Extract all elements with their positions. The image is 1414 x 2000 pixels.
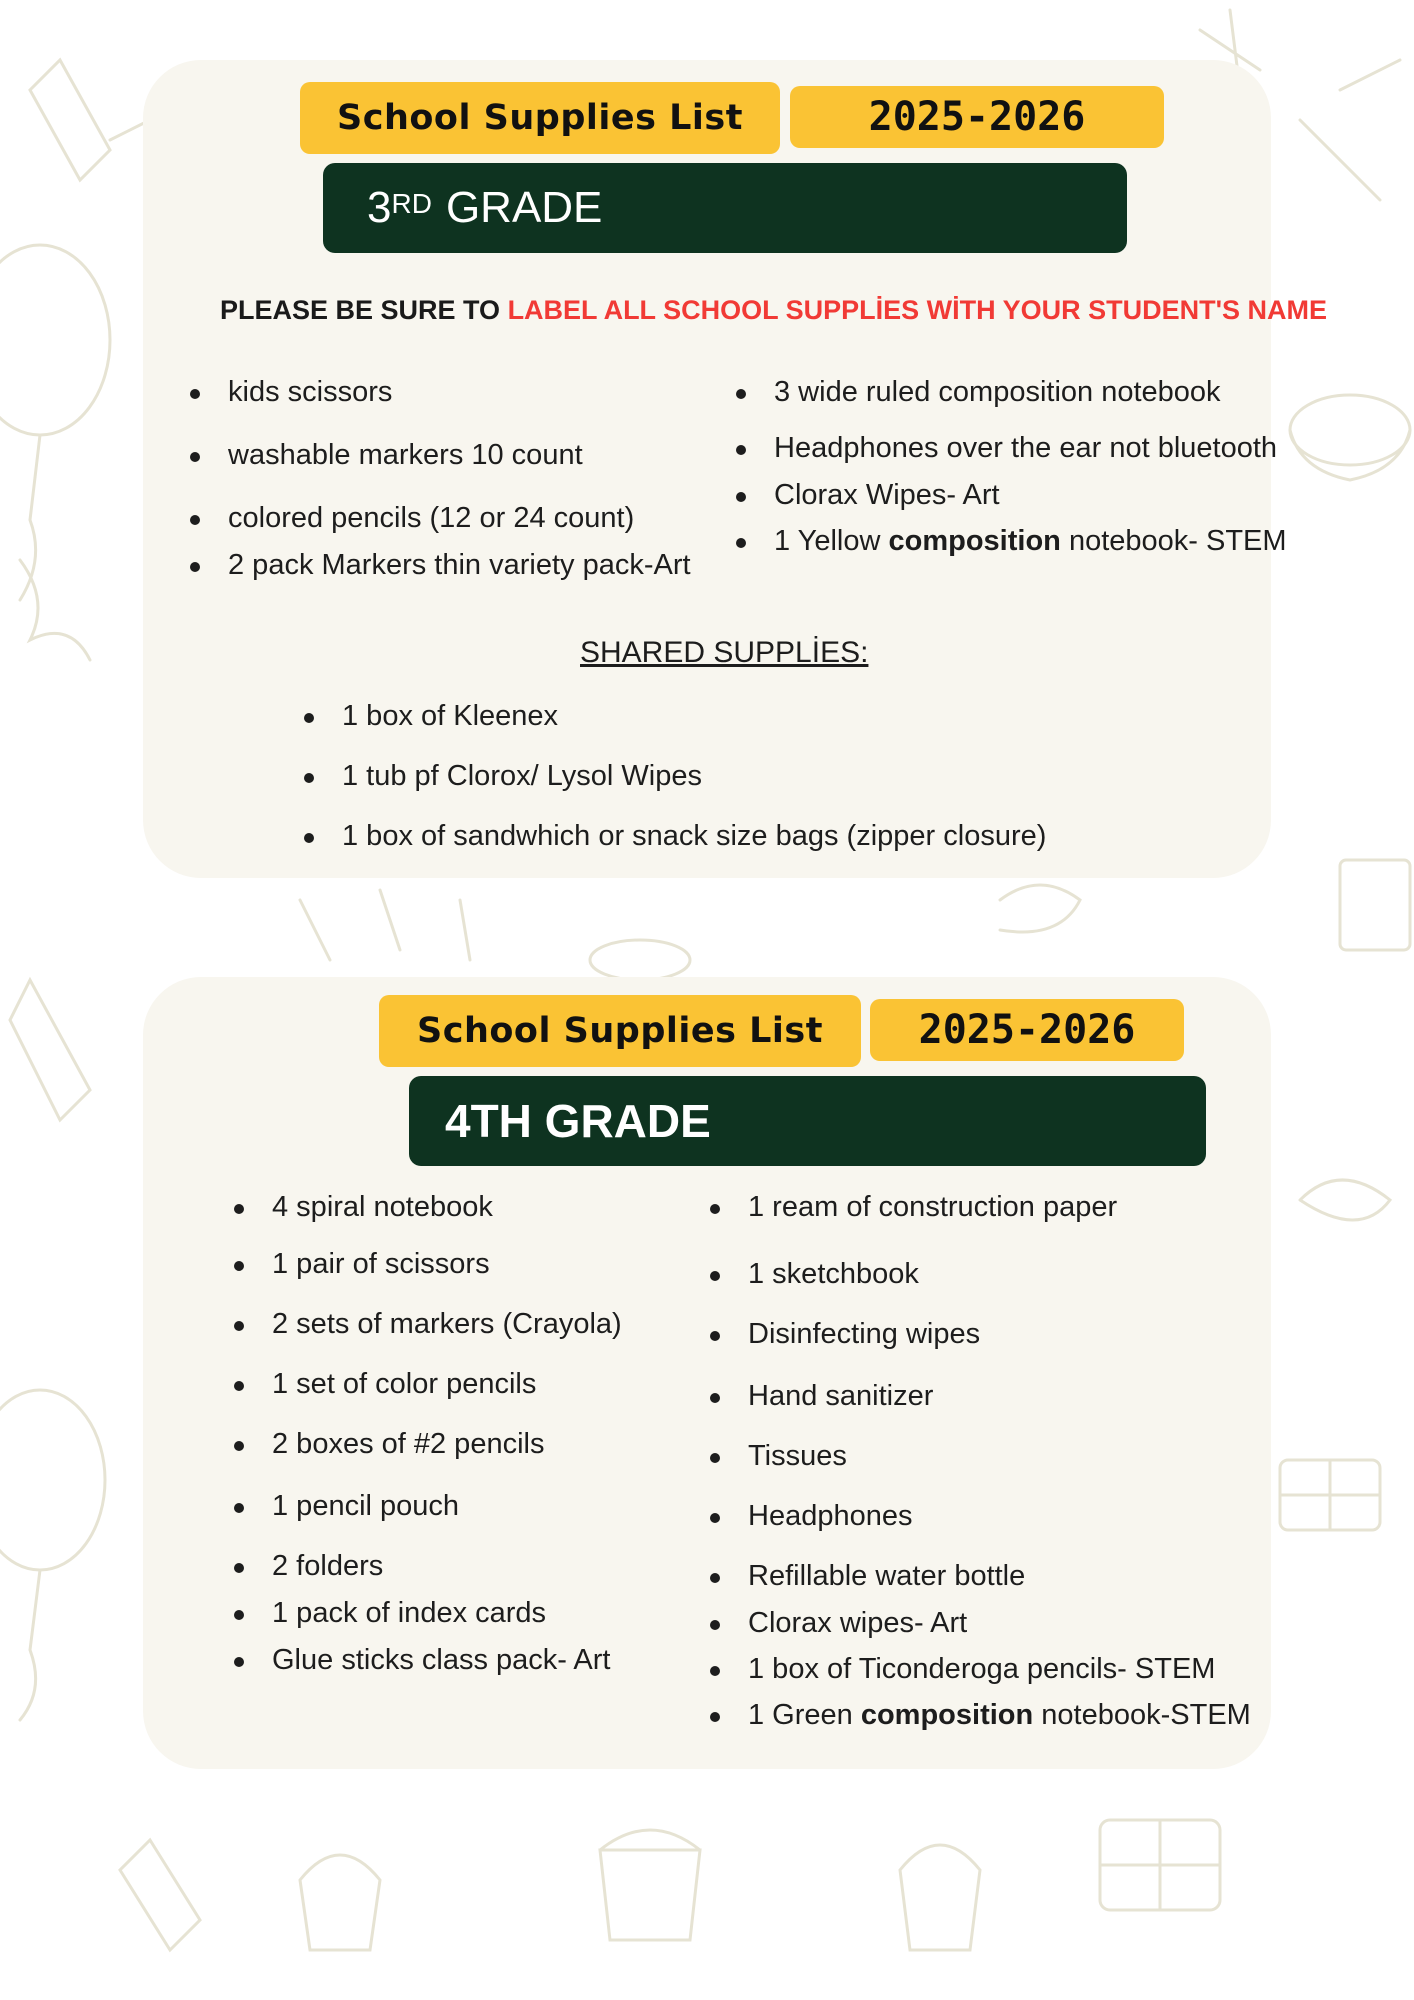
list-item: 1 pencil pouch [234,1490,459,1523]
list-item: kids scissors [190,376,392,409]
grade4-list-title: School Supplies List [379,995,861,1067]
list-item: Clorax wipes- Art [710,1607,967,1640]
list-item: 1 Green composition notebook-STEM [710,1699,1251,1732]
list-item: 1 box of sandwhich or snack size bags (zipper closure) [304,820,1046,853]
grade3-grade-suffix: RD [391,188,432,219]
shared-supplies-title: SHARED SUPPLİES: [580,636,869,669]
list-item: 1 sketchbook [710,1258,919,1291]
grade3-grade-number: 3 [367,183,392,232]
list-item: Clorax Wipes- Art [736,479,1000,512]
list-item: 2 boxes of #2 pencils [234,1428,544,1461]
list-item: 4 spiral notebook [234,1191,493,1224]
grade3-year-badge: 2025-2026 [790,86,1164,148]
list-item: Disinfecting wipes [710,1318,980,1351]
list-item: 1 box of Ticonderoga pencils- STEM [710,1653,1215,1686]
list-item: 3 wide ruled composition notebook [736,376,1221,409]
list-item: 2 folders [234,1550,383,1583]
list-item: 2 pack Markers thin variety pack-Art [190,549,691,582]
list-item: 1 pack of index cards [234,1597,546,1630]
list-item: Tissues [710,1440,847,1473]
list-item: colored pencils (12 or 24 count) [190,502,634,535]
grade4-year-badge: 2025-2026 [870,999,1184,1061]
grade4-heading: 4TH GRADE [409,1076,1206,1166]
list-item: Glue sticks class pack- Art [234,1644,610,1677]
notice-prefix: PLEASE BE SURE TO [220,295,508,325]
list-item: 1 pair of scissors [234,1248,490,1281]
grade3-grade-word: GRADE [445,183,603,232]
grade3-heading [323,163,1127,253]
grade3-list-title: School Supplies List [300,82,780,154]
list-item: 1 ream of construction paper [710,1191,1117,1224]
list-item: 1 box of Kleenex [304,700,558,733]
label-notice [220,295,1328,326]
list-item: Hand sanitizer [710,1380,933,1413]
list-item: Headphones over the ear not bluetooth [736,432,1277,465]
list-item: washable markers 10 count [190,439,583,472]
list-item: Refillable water bottle [710,1560,1025,1593]
list-item: 1 Yellow composition notebook- STEM [736,525,1287,558]
list-item: Headphones [710,1500,912,1533]
list-item: 1 set of color pencils [234,1368,536,1401]
list-item: 1 tub pf Clorox/ Lysol Wipes [304,760,702,793]
list-item: 2 sets of markers (Crayola) [234,1308,622,1341]
notice-highlight: LABEL ALL SCHOOL SUPPLİES WİTH YOUR STUDENT'S NAME [507,295,1328,325]
